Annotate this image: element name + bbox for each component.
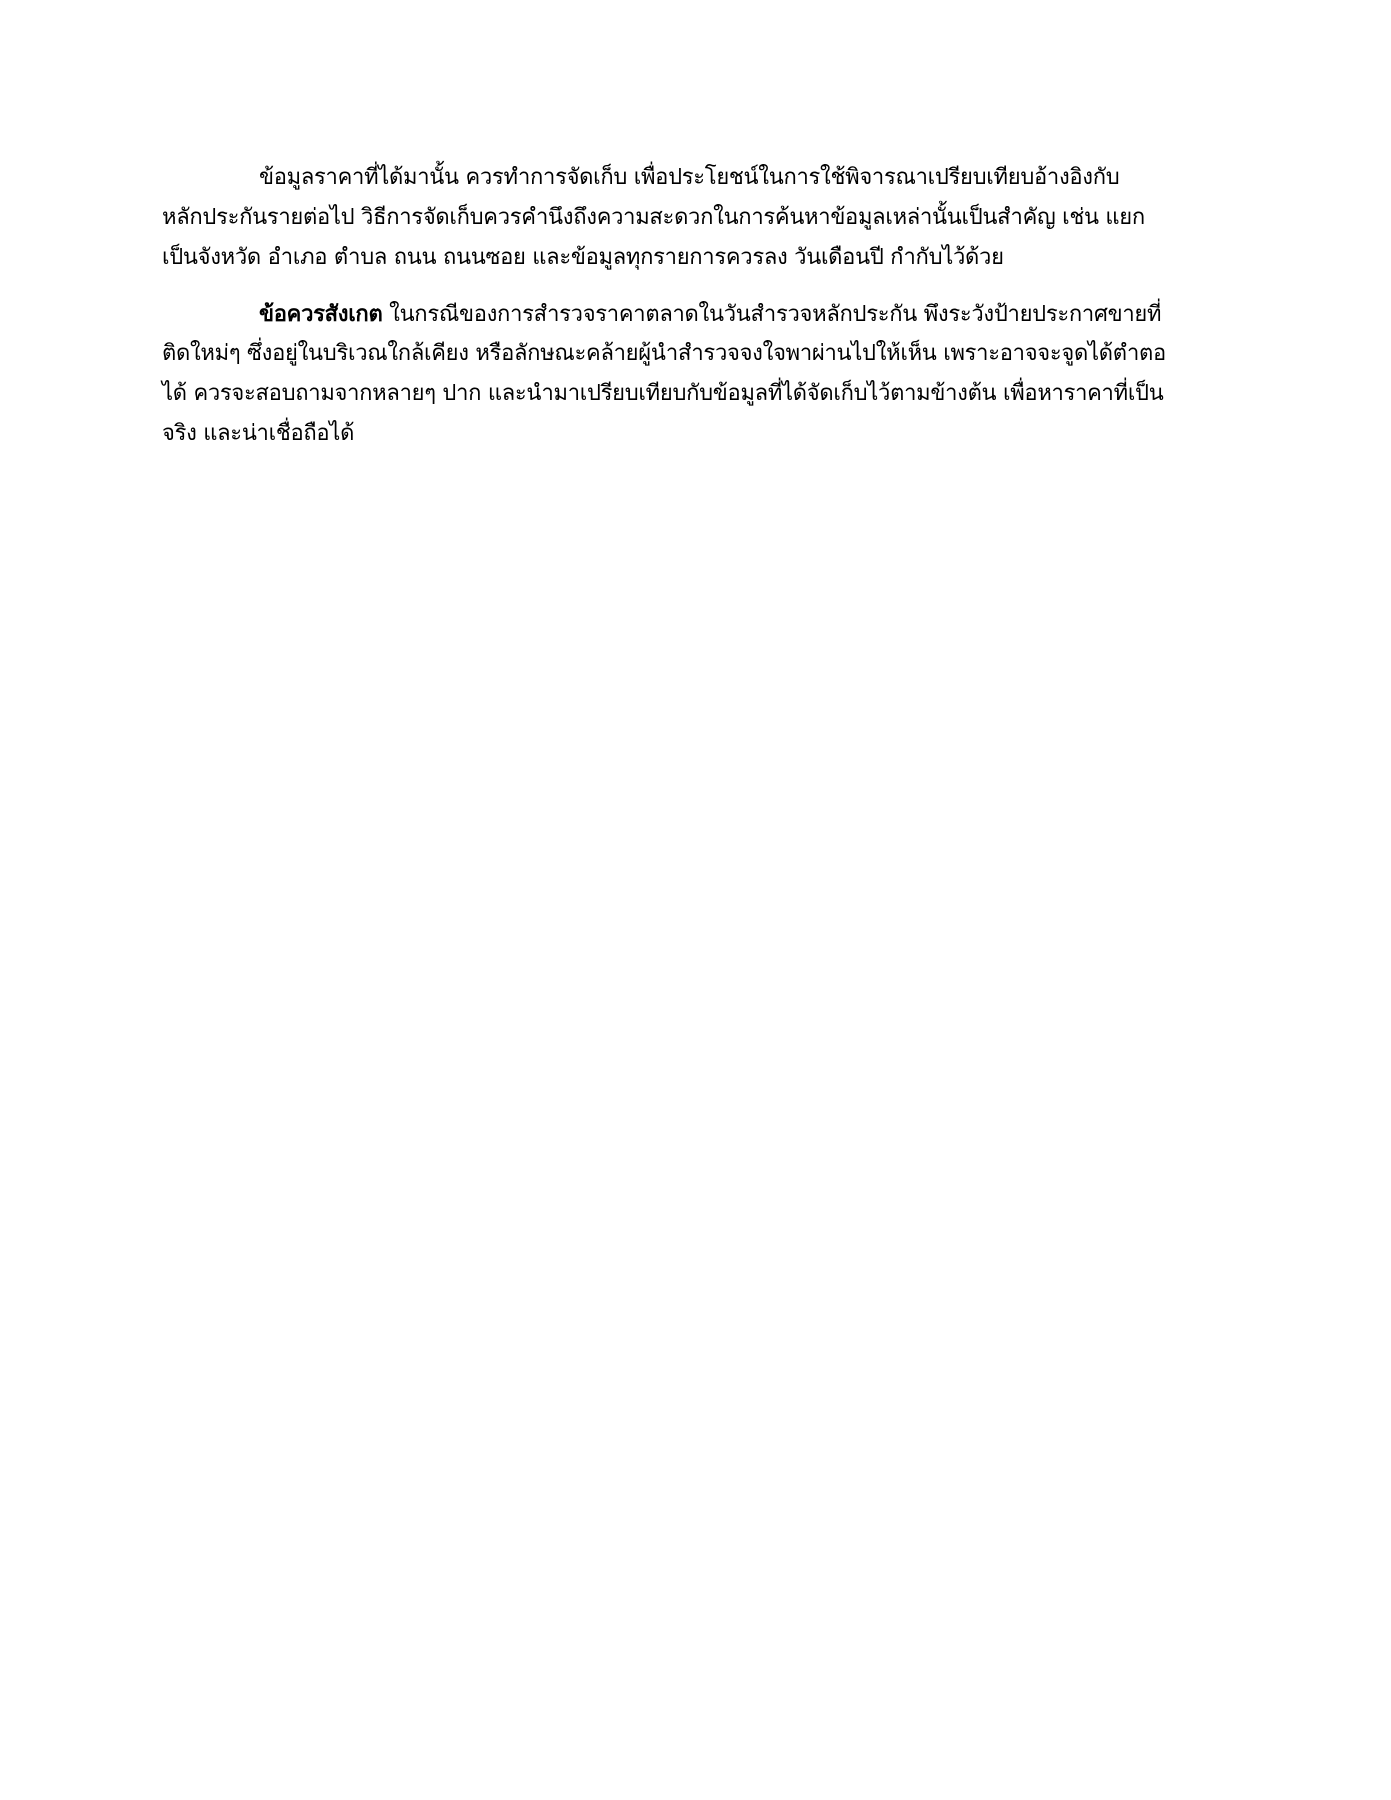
paragraph-spacer [162, 278, 1237, 294]
document-body [162, 158, 1237, 454]
note-heading: ข้อควรสังเกต [259, 301, 383, 327]
paragraph-line-text: ในกรณีของการสำรวจราคาตลาดในวันสำรวจหลักประกัน พึงระวังป้ายประกาศขายที่ [382, 302, 1162, 327]
paragraph-line: เป็นจังหวัด อำเภอ ตำบล ถนน ถนนซอย และข้อมูลทุกรายการควรลง วันเดือนปี กำกับไว้ด้วย [162, 245, 1004, 270]
paragraph-line: จริง และน่าเชื่อถือได้ [162, 421, 355, 446]
paragraph-line: ได้ ควรจะสอบถามจากหลายๆ ปาก และนำมาเปรียบเทียบกับข้อมูลที่ได้จัดเก็บไว้ตามข้างต้น เพื่อหาราคาที่เป็น [162, 381, 1164, 406]
paragraph-line: ข้อมูลราคาที่ได้มานั้น ควรทำการจัดเก็บ เพื่อประโยชน์ในการใช้พิจารณาเปรียบเทียบอ้างอิงกับ [259, 165, 1120, 190]
paragraph-price-data-storage [162, 158, 1237, 278]
paragraph-line: ติดใหม่ๆ ซึ่งอยู่ในบริเวณใกล้เคียง หรือลักษณะคล้ายผู้นำสำรวจจงใจพาผ่านไปให้เห็น เพราะอาจจะจูดได้ตำตอ [162, 341, 1166, 366]
paragraph-line: หลักประกันรายต่อไป วิธีการจัดเก็บควรคำนึงถึงความสะดวกในการค้นหาข้อมูลเหล่านั้นเป็นสำคัญ เช่น แยก [162, 205, 1145, 230]
paragraph-observation-note [162, 294, 1237, 454]
paragraph-line [162, 294, 1237, 334]
